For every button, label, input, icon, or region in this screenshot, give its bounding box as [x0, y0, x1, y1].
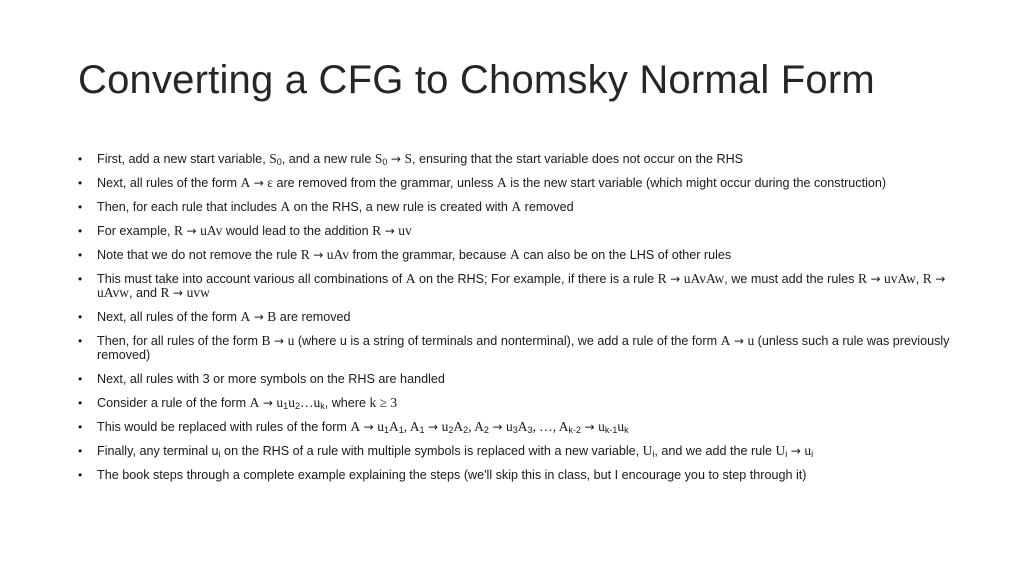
arrow-icon: →: [390, 152, 401, 166]
arrow-icon: →: [173, 286, 184, 300]
math-text: R: [372, 223, 382, 238]
math-text: uvw: [186, 285, 210, 300]
arrow-icon: →: [870, 272, 881, 286]
arrow-icon: →: [253, 176, 264, 190]
bullet-text: Consider a rule of the form: [97, 396, 250, 410]
bullet-text: Finally, any terminal u: [97, 444, 219, 458]
bullet-item: [78, 152, 958, 166]
bullet-item: [78, 224, 958, 238]
math-text: , …, A: [532, 419, 569, 434]
subscript: k-1: [604, 425, 618, 435]
subscript: 3: [512, 425, 518, 435]
bullet-item: [78, 468, 958, 482]
bullet-item: [78, 310, 958, 324]
arrow-icon: →: [790, 444, 801, 458]
subscript: 1: [383, 425, 389, 435]
math-text: B: [267, 309, 277, 324]
math-text: A: [350, 419, 361, 434]
bullet-text: Next, all rules with 3 or more symbols on the RHS are handled: [97, 372, 445, 386]
math-text: A: [510, 247, 520, 262]
math-text: uv: [398, 223, 412, 238]
subscript: i: [811, 449, 814, 459]
arrow-icon: →: [253, 310, 264, 324]
subscript: 0: [276, 157, 282, 167]
bullet-text: For example,: [97, 224, 174, 238]
math-text: k ≥ 3: [369, 395, 398, 410]
subscript: 1: [419, 425, 425, 435]
math-text: A: [720, 333, 731, 348]
bullet-item: [78, 176, 958, 190]
bullet-text: This would be replaced with rules of the form: [97, 420, 351, 434]
math-text: , A: [403, 419, 420, 434]
math-text: R: [160, 285, 170, 300]
math-text: A: [240, 309, 251, 324]
bullet-text: would lead to the addition: [222, 224, 373, 238]
math-text: u: [288, 395, 295, 410]
bullet-item: [78, 200, 958, 214]
math-text: u: [276, 395, 284, 410]
arrow-icon: →: [313, 248, 324, 262]
subscript: 1: [283, 401, 289, 411]
math-text: R: [174, 223, 184, 238]
math-text: A: [405, 271, 416, 286]
bullet-text: First, add a new start variable,: [97, 152, 270, 166]
arrow-icon: →: [384, 224, 395, 238]
subscript: 2: [483, 425, 489, 435]
math-text: A: [517, 419, 528, 434]
bullet-item: [78, 272, 958, 300]
math-text: R: [857, 271, 867, 286]
subscript: 2: [294, 401, 300, 411]
arrow-icon: →: [262, 396, 273, 410]
bullet-text: , we must add the rules: [724, 272, 858, 286]
math-text: u: [377, 419, 384, 434]
bullet-list: [78, 152, 958, 492]
bullet-item: [78, 248, 958, 262]
math-text: S: [404, 151, 412, 166]
bullet-text: This must take into account various all combinations of: [97, 272, 406, 286]
subscript: i: [785, 449, 788, 459]
arrow-icon: →: [935, 272, 946, 286]
arrow-icon: →: [492, 420, 503, 434]
bullet-item: [78, 334, 958, 362]
subscript: 0: [382, 157, 388, 167]
bullet-text: , and we add the rule: [654, 444, 776, 458]
math-text: uAv: [200, 223, 223, 238]
math-text: u: [747, 333, 755, 348]
math-text: uAvAw: [683, 271, 725, 286]
subscript: i: [652, 449, 655, 459]
bullet-text: Then, for all rules of the form: [97, 334, 262, 348]
bullet-text: (unless such a rule was previously removed): [97, 334, 950, 362]
bullet-text: The book steps through a complete example explaining the steps (we'll skip this in class, but I encourage you to step through it): [97, 468, 807, 482]
subscript: 1: [398, 425, 404, 435]
subscript: k: [320, 401, 325, 411]
bullet-text: , and: [129, 286, 161, 300]
bullet-item: [78, 372, 958, 386]
math-text: uAv: [326, 247, 350, 262]
math-text: uvAw: [884, 271, 916, 286]
bullet-text: can also be on the LHS of other rules: [519, 248, 732, 262]
math-text: R: [922, 271, 932, 286]
arrow-icon: →: [186, 224, 197, 238]
bullet-text: on the RHS; For example, if there is a rule: [415, 272, 658, 286]
math-text: u: [598, 419, 605, 434]
subscript: k-2: [568, 425, 582, 435]
subscript: i: [218, 449, 221, 459]
bullet-text: Note that we do not remove the rule: [97, 248, 301, 262]
arrow-icon: →: [363, 420, 374, 434]
bullet-item: [78, 420, 958, 434]
math-text: R: [300, 247, 310, 262]
subscript: k: [624, 425, 629, 435]
bullet-text: from the grammar, because: [349, 248, 511, 262]
bullet-item: [78, 396, 958, 410]
bullet-text: removed: [521, 200, 574, 214]
bullet-text: is the new start variable (which might occur during the construction): [506, 176, 887, 190]
math-text: A: [280, 199, 291, 214]
math-text: A: [453, 419, 464, 434]
bullet-text: , and a new rule: [281, 152, 375, 166]
bullet-text: , ensuring that the start variable does not occur on the RHS: [411, 152, 744, 166]
math-text: …u: [299, 395, 321, 410]
bullet-text: are removed from the grammar, unless: [272, 176, 497, 190]
math-text: A: [388, 419, 399, 434]
math-text: ε: [267, 175, 273, 190]
math-text: u: [441, 419, 449, 434]
math-text: u: [804, 443, 812, 458]
math-text: u: [287, 333, 295, 348]
bullet-text: Next, all rules of the form: [97, 176, 241, 190]
math-text: R: [657, 271, 667, 286]
bullet-text: ,: [915, 272, 923, 286]
arrow-icon: →: [733, 334, 744, 348]
bullet-text: , where: [324, 396, 370, 410]
bullet-text: Then, for each rule that includes: [97, 200, 281, 214]
math-text: , A: [468, 419, 484, 434]
math-text: U: [775, 443, 786, 458]
arrow-icon: →: [274, 334, 285, 348]
math-text: A: [496, 175, 507, 190]
math-text: A: [240, 175, 251, 190]
bullet-text: (where u is a string of terminals and nonterminal), we add a rule of the form: [294, 334, 721, 348]
subscript: 2: [463, 425, 469, 435]
bullet-text: Next, all rules of the form: [97, 310, 241, 324]
math-text: u: [617, 419, 625, 434]
subscript: 3: [527, 425, 533, 435]
bullet-text: are removed: [276, 310, 351, 324]
bullet-text: on the RHS, a new rule is created with: [290, 200, 512, 214]
slide-title: Converting a CFG to Chomsky Normal Form: [78, 58, 875, 102]
math-text: S: [269, 151, 277, 166]
math-text: uAvw: [97, 285, 129, 300]
math-text: U: [642, 443, 653, 458]
math-text: S: [374, 151, 383, 166]
arrow-icon: →: [428, 420, 439, 434]
bullet-item: [78, 444, 958, 458]
math-text: A: [511, 199, 522, 214]
arrow-icon: →: [584, 420, 595, 434]
math-text: B: [261, 333, 271, 348]
bullet-text: on the RHS of a rule with multiple symbols is replaced with a new variable,: [220, 444, 643, 458]
math-text: u: [505, 419, 513, 434]
math-text: A: [249, 395, 260, 410]
arrow-icon: →: [670, 272, 681, 286]
subscript: 2: [448, 425, 454, 435]
